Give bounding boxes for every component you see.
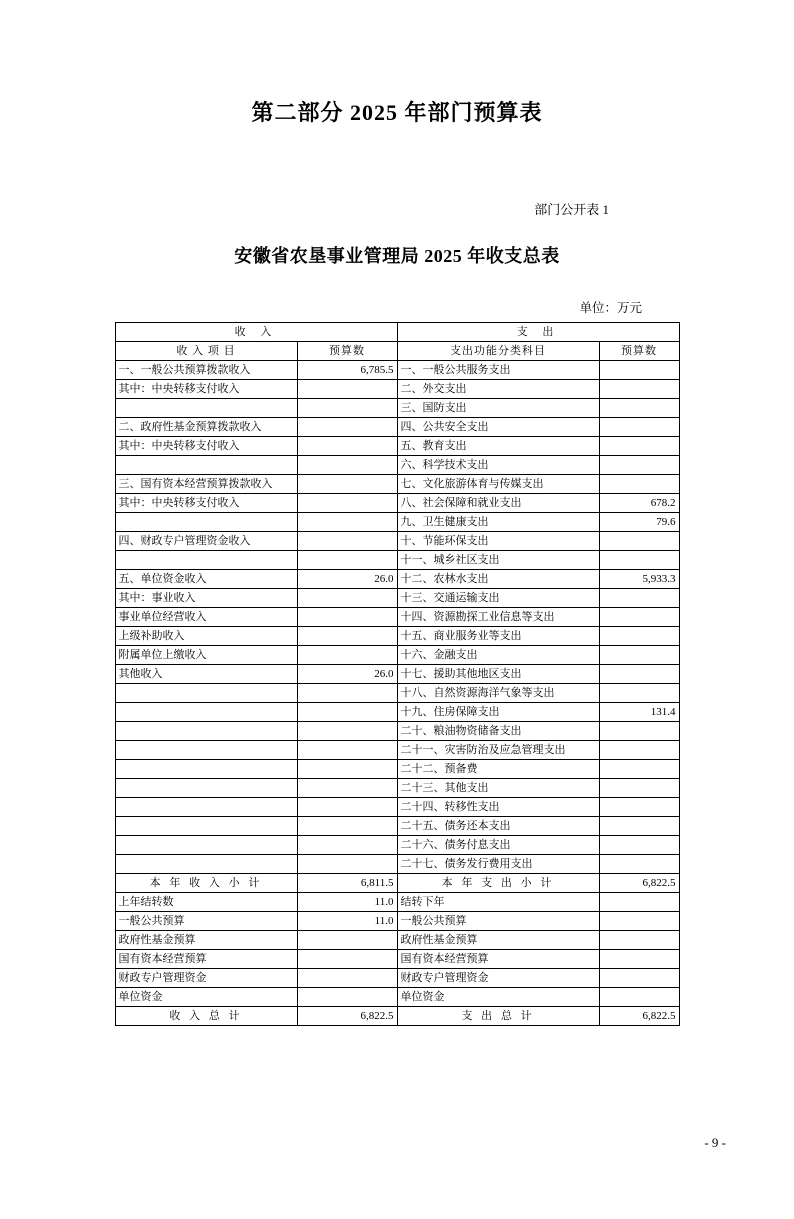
cell-expense-item: 二十三、其他支出	[397, 779, 599, 798]
cell-income-item	[115, 513, 297, 532]
cell-expense-value	[599, 418, 679, 437]
cell-income-item: 其中：事业收入	[115, 589, 297, 608]
cell-income-value	[297, 988, 397, 1007]
cell-income-item	[115, 684, 297, 703]
table-row	[115, 760, 679, 779]
cell-income-item: 其中：中央转移支付收入	[115, 380, 297, 399]
cell-expense-item: 十、节能环保支出	[397, 532, 599, 551]
cell-income-item	[115, 722, 297, 741]
cell-income-item	[115, 779, 297, 798]
cell-income-value	[297, 722, 397, 741]
cell-expense-value	[599, 931, 679, 950]
cell-expense-value	[599, 912, 679, 931]
cell-income-item: 上级补助收入	[115, 627, 297, 646]
header-income-item: 收 入 项 目	[115, 342, 297, 361]
table-row	[115, 950, 679, 969]
table-row	[115, 969, 679, 988]
cell-expense-item: 一、一般公共服务支出	[397, 361, 599, 380]
cell-income-item: 四、财政专户管理资金收入	[115, 532, 297, 551]
cell-income-item: 政府性基金预算	[115, 931, 297, 950]
cell-expense-item: 十九、住房保障支出	[397, 703, 599, 722]
cell-income-item: 二、政府性基金预算拨款收入	[115, 418, 297, 437]
table-row	[115, 551, 679, 570]
cell-income-item: 附属单位上缴收入	[115, 646, 297, 665]
cell-income-value	[297, 969, 397, 988]
cell-expense-value	[599, 741, 679, 760]
header-expense-group: 支 出	[397, 323, 679, 342]
cell-income-item	[115, 399, 297, 418]
table-row	[115, 665, 679, 684]
table-row	[115, 722, 679, 741]
cell-expense-item: 七、文化旅游体育与传媒支出	[397, 475, 599, 494]
cell-income-item: 一般公共预算	[115, 912, 297, 931]
table-row	[115, 418, 679, 437]
cell-income-item: 国有资本经营预算	[115, 950, 297, 969]
cell-expense-item: 二十四、转移性支出	[397, 798, 599, 817]
cell-expense-total-label: 支 出 总 计	[397, 1007, 599, 1026]
budget-table	[115, 322, 680, 1026]
table-row	[115, 627, 679, 646]
table-row	[115, 912, 679, 931]
cell-expense-item: 六、科学技术支出	[397, 456, 599, 475]
cell-expense-item: 十五、商业服务业等支出	[397, 627, 599, 646]
unit-note: 单位：万元	[579, 301, 642, 315]
cell-expense-item: 五、教育支出	[397, 437, 599, 456]
table-row	[115, 893, 679, 912]
table-row	[115, 798, 679, 817]
table-row	[115, 684, 679, 703]
cell-expense-value	[599, 855, 679, 874]
table-row	[115, 608, 679, 627]
cell-expense-value	[599, 608, 679, 627]
page-number: - 9 -	[704, 1135, 726, 1150]
cell-income-item: 财政专户管理资金	[115, 969, 297, 988]
cell-expense-value: 79.6	[599, 513, 679, 532]
cell-expense-value	[599, 684, 679, 703]
cell-expense-item: 十八、自然资源海洋气象等支出	[397, 684, 599, 703]
table-row	[115, 475, 679, 494]
cell-income-value	[297, 494, 397, 513]
cell-income-subtotal-value: 6,811.5	[297, 874, 397, 893]
cell-expense-item: 二十五、债务还本支出	[397, 817, 599, 836]
cell-income-value	[297, 380, 397, 399]
cell-expense-value	[599, 665, 679, 684]
cell-expense-value	[599, 437, 679, 456]
table-row	[115, 494, 679, 513]
cell-expense-item: 二十七、债务发行费用支出	[397, 855, 599, 874]
cell-expense-value	[599, 836, 679, 855]
cell-expense-value	[599, 950, 679, 969]
disclosure-table-label: 部门公开表 1	[534, 202, 609, 217]
cell-income-value	[297, 779, 397, 798]
cell-expense-item: 二十六、债务付息支出	[397, 836, 599, 855]
cell-income-value	[297, 817, 397, 836]
cell-income-value	[297, 950, 397, 969]
cell-expense-subtotal-label: 本 年 支 出 小 计	[397, 874, 599, 893]
table-row	[115, 456, 679, 475]
cell-expense-value	[599, 456, 679, 475]
table-row	[115, 703, 679, 722]
cell-income-value	[297, 437, 397, 456]
cell-income-value	[297, 931, 397, 950]
cell-income-value	[297, 513, 397, 532]
table-row-subtotal	[115, 874, 679, 893]
cell-expense-item: 政府性基金预算	[397, 931, 599, 950]
cell-income-total-value: 6,822.5	[297, 1007, 397, 1026]
cell-expense-value	[599, 969, 679, 988]
cell-income-item	[115, 456, 297, 475]
cell-income-item: 其他收入	[115, 665, 297, 684]
cell-income-value	[297, 836, 397, 855]
table-row	[115, 836, 679, 855]
cell-income-subtotal-label: 本 年 收 入 小 计	[115, 874, 297, 893]
part-title: 第二部分 2025 年部门预算表	[251, 100, 543, 125]
cell-expense-value	[599, 893, 679, 912]
table-row	[115, 931, 679, 950]
cell-expense-value: 678.2	[599, 494, 679, 513]
cell-income-item: 上年结转数	[115, 893, 297, 912]
cell-income-value	[297, 418, 397, 437]
cell-expense-item: 三、国防支出	[397, 399, 599, 418]
cell-expense-value	[599, 361, 679, 380]
cell-expense-value	[599, 988, 679, 1007]
header-expense-budget: 预算数	[599, 342, 679, 361]
cell-expense-item: 十三、交通运输支出	[397, 589, 599, 608]
cell-income-value: 6,785.5	[297, 361, 397, 380]
cell-expense-item: 四、公共安全支出	[397, 418, 599, 437]
table-row	[115, 741, 679, 760]
cell-expense-item: 国有资本经营预算	[397, 950, 599, 969]
table-row	[115, 532, 679, 551]
cell-income-item	[115, 760, 297, 779]
cell-income-value	[297, 475, 397, 494]
cell-expense-value	[599, 722, 679, 741]
table-row	[115, 437, 679, 456]
cell-expense-item: 十六、金融支出	[397, 646, 599, 665]
cell-expense-item: 十四、资源勘探工业信息等支出	[397, 608, 599, 627]
cell-income-value	[297, 589, 397, 608]
cell-income-value: 11.0	[297, 912, 397, 931]
cell-income-value	[297, 855, 397, 874]
cell-expense-value	[599, 475, 679, 494]
cell-income-value: 26.0	[297, 665, 397, 684]
table-row	[115, 361, 679, 380]
cell-income-item	[115, 798, 297, 817]
cell-expense-item: 八、社会保障和就业支出	[397, 494, 599, 513]
header-expense-item: 支出功能分类科目	[397, 342, 599, 361]
cell-expense-item: 九、卫生健康支出	[397, 513, 599, 532]
cell-expense-value	[599, 646, 679, 665]
cell-income-item: 三、国有资本经营预算拨款收入	[115, 475, 297, 494]
cell-expense-value	[599, 779, 679, 798]
document-page	[0, 96, 794, 1219]
cell-income-value	[297, 684, 397, 703]
cell-income-value: 11.0	[297, 893, 397, 912]
table-row	[115, 988, 679, 1007]
cell-income-item: 其中：中央转移支付收入	[115, 494, 297, 513]
table-group-header-row	[115, 323, 679, 342]
cell-expense-item: 二、外交支出	[397, 380, 599, 399]
cell-expense-value	[599, 760, 679, 779]
cell-expense-value	[599, 627, 679, 646]
cell-income-value	[297, 798, 397, 817]
cell-income-value	[297, 532, 397, 551]
cell-income-item	[115, 817, 297, 836]
cell-income-value	[297, 646, 397, 665]
table-row	[115, 646, 679, 665]
cell-expense-value	[599, 817, 679, 836]
cell-expense-value	[599, 551, 679, 570]
cell-income-value	[297, 551, 397, 570]
table-row	[115, 779, 679, 798]
cell-income-value	[297, 703, 397, 722]
cell-expense-value: 131.4	[599, 703, 679, 722]
page-title: 安徽省农垦事业管理局 2025 年收支总表	[234, 246, 560, 266]
cell-expense-item: 二十二、预备费	[397, 760, 599, 779]
cell-income-item: 其中：中央转移支付收入	[115, 437, 297, 456]
header-income-budget: 预算数	[297, 342, 397, 361]
cell-expense-total-value: 6,822.5	[599, 1007, 679, 1026]
table-row	[115, 513, 679, 532]
cell-income-item	[115, 741, 297, 760]
cell-income-value	[297, 741, 397, 760]
cell-income-total-label: 收 入 总 计	[115, 1007, 297, 1026]
cell-expense-item: 十一、城乡社区支出	[397, 551, 599, 570]
table-row	[115, 399, 679, 418]
cell-expense-item: 十二、农林水支出	[397, 570, 599, 589]
cell-income-value: 26.0	[297, 570, 397, 589]
cell-expense-item: 二十一、灾害防治及应急管理支出	[397, 741, 599, 760]
cell-income-item: 五、单位资金收入	[115, 570, 297, 589]
cell-income-item	[115, 703, 297, 722]
cell-expense-subtotal-value: 6,822.5	[599, 874, 679, 893]
cell-income-value	[297, 456, 397, 475]
cell-income-value	[297, 760, 397, 779]
header-income-group: 收 入	[115, 323, 397, 342]
table-row	[115, 570, 679, 589]
table-row	[115, 817, 679, 836]
cell-income-item: 事业单位经营收入	[115, 608, 297, 627]
cell-income-value	[297, 608, 397, 627]
cell-expense-value: 5,933.3	[599, 570, 679, 589]
table-row	[115, 855, 679, 874]
cell-expense-value	[599, 532, 679, 551]
table-row-total	[115, 1007, 679, 1026]
cell-income-value	[297, 399, 397, 418]
cell-expense-item: 结转下年	[397, 893, 599, 912]
cell-expense-value	[599, 399, 679, 418]
table-sub-header-row	[115, 342, 679, 361]
cell-income-value	[297, 627, 397, 646]
cell-expense-value	[599, 798, 679, 817]
table-row	[115, 589, 679, 608]
cell-income-item: 单位资金	[115, 988, 297, 1007]
table-row	[115, 380, 679, 399]
cell-income-item: 一、一般公共预算拨款收入	[115, 361, 297, 380]
cell-expense-value	[599, 589, 679, 608]
cell-expense-value	[599, 380, 679, 399]
cell-expense-item: 财政专户管理资金	[397, 969, 599, 988]
cell-income-item	[115, 836, 297, 855]
cell-income-item	[115, 855, 297, 874]
cell-expense-item: 单位资金	[397, 988, 599, 1007]
cell-income-item	[115, 551, 297, 570]
cell-expense-item: 十七、援助其他地区支出	[397, 665, 599, 684]
cell-expense-item: 一般公共预算	[397, 912, 599, 931]
cell-expense-item: 二十、粮油物资储备支出	[397, 722, 599, 741]
